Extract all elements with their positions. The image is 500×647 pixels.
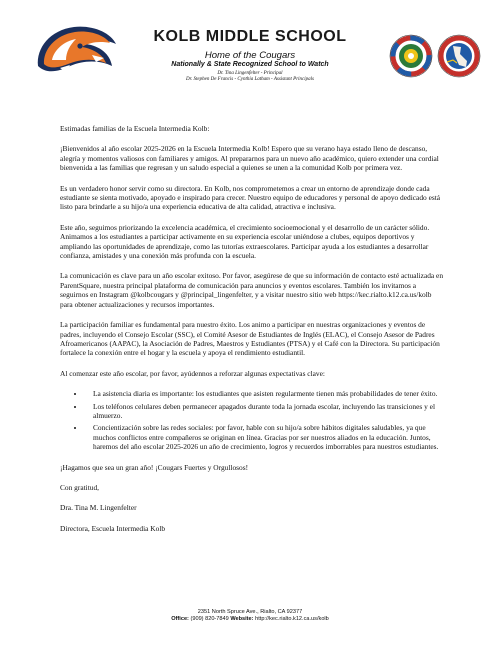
closing-line: ¡Hagamos que sea un gran año! ¡Cougars Fuertes y Orgullosos! — [60, 462, 249, 472]
sign-off: Con gratitud, — [60, 482, 100, 492]
schools-to-watch-seal — [389, 34, 433, 78]
letter-greeting: Estimadas familias de la Escuela Intermedia Kolb: — [60, 124, 210, 133]
office-phone: (909) 820-7849 — [190, 616, 229, 622]
paragraph-communication: La comunicación es clave para un año escolar exitoso. Por favor, asegúrese de que su información de contacto esté actualizada en ParentSquare, nuestra principal plataforma de comunicación para anuncios y eventos escolares. También los invitamos a seguirnos en Instagram @kolbcougars y @principal_lingenfelter, y a visitar nuestro sitio web https://kec.rialto.k12.ca.us/kolb para obtener actualizaciones y recursos importantes. — [60, 271, 444, 309]
list-item: • La asistencia diaria es importante: los estudiantes que asisten regularmente tienen más probabilidades de tener éxito. — [85, 389, 444, 398]
school-address: 2351 North Spruce Ave., Rialto, CA 92377 — [197, 609, 303, 615]
paragraph-honor: Es un verdadero honor servir como su directora. En Kolb, nos comprometemos a crear un entorno de aprendizaje donde cada estudiante se sienta motivado, apoyado e inspirado para crecer. Nuestro equipo de educadores y personal de apoyo dedicado está listo para brindarle a su hijo/a una experiencia educativa de alta calidad, atractiva e inclusiva. — [60, 183, 441, 212]
recognition-line: Nationally & State Recognized School to Watch — [171, 61, 329, 68]
paragraph-expectations-intro: Al comenzar este año escolar, por favor, ayúdennos a reforzar algunas expectativas clave: — [60, 368, 325, 378]
paragraph-welcome: ¡Bienvenidos al año escolar 2025-2026 en la Escuela Intermedia Kolb! Espero que su verano haya estado lleno de descanso, alegría y momentos valiosos con familiares y amigos. Al prepararnos para un nuevo año académico, quiero extender una cordial bienvenida a las familias que regresan y un saludo especial a quienes se unen a la comunidad Kolb por primera vez. — [60, 144, 439, 173]
paragraph-family-participation: La participación familiar es fundamental para nuestro éxito. Los animo a participar en nuestras organizaciones y eventos de padres, incluyendo el Consejo Escolar (SSC), el Comité Asesor de Estudiantes de Inglés (ELAC), el Consejo Asesor de Padres Afroamericanos (AAPAC), la Asociación de Padres, Maestros y Estudiantes (PTSA) y el Café con la Directora. Su participación fortalece la conexión entre el hogar y la escuela y apoya el rendimiento estudiantil. — [60, 320, 440, 358]
signer-name: Dra. Tina M. Lingenfelter — [60, 503, 137, 513]
list-item: • Concientización sobre las redes sociales: por favor, hable con su hijo/a sobre hábitos digitales saludables, ya que muchos conflictos entre compañeros se originan en línea. Gracias por ser nuestros aliados en la educación. Juntos, haremos del año escolar 2025-2026 un año de crecimiento, logros y recuerdos imborrables para nuestros estudiantes. — [85, 423, 444, 451]
office-label: Office: — [171, 616, 189, 622]
school-tagline: Home of the Cougars — [204, 50, 296, 61]
letterhead — [0, 0, 500, 100]
principal-line: Dr. Tina Lingenfelter - Principal — [217, 71, 283, 76]
school-name: KOLB MIDDLE SCHOOL — [153, 28, 347, 45]
letter-body — [60, 124, 444, 544]
paragraph-priorities: Este año, seguimos priorizando la excelencia académica, el crecimiento socioemocional y el desarrollo de un carácter sólido. Animamos a los estudiantes a participar activamente en su experiencia escolar uniéndose a clubes, equipos deportivos y ampliando las oportunidades de aprendizaje, como las tutorías extraescolares. Participar ayuda a los estudiantes a desarrollar confianza, amistades y una conexión más profunda con la escuela. — [60, 222, 430, 261]
expectations-list — [60, 389, 444, 451]
california-seal — [437, 34, 481, 78]
signer-title: Directora, Escuela Intermedia Kolb — [60, 523, 166, 533]
list-item: • Los teléfonos celulares deben permanecer apagados durante toda la jornada escolar, incluyendo las transiciones y el almuerzo. — [85, 402, 444, 421]
letter-footer — [0, 609, 500, 623]
contact-line — [0, 616, 500, 623]
assistant-principals-line: Dr. Stephen De Francis - Cynthia Latham - Assistant Principals — [186, 77, 314, 82]
website-link[interactable]: http://kec.rialto.k12.ca.us/kolb — [255, 616, 329, 622]
website-label: Website: — [230, 616, 254, 622]
